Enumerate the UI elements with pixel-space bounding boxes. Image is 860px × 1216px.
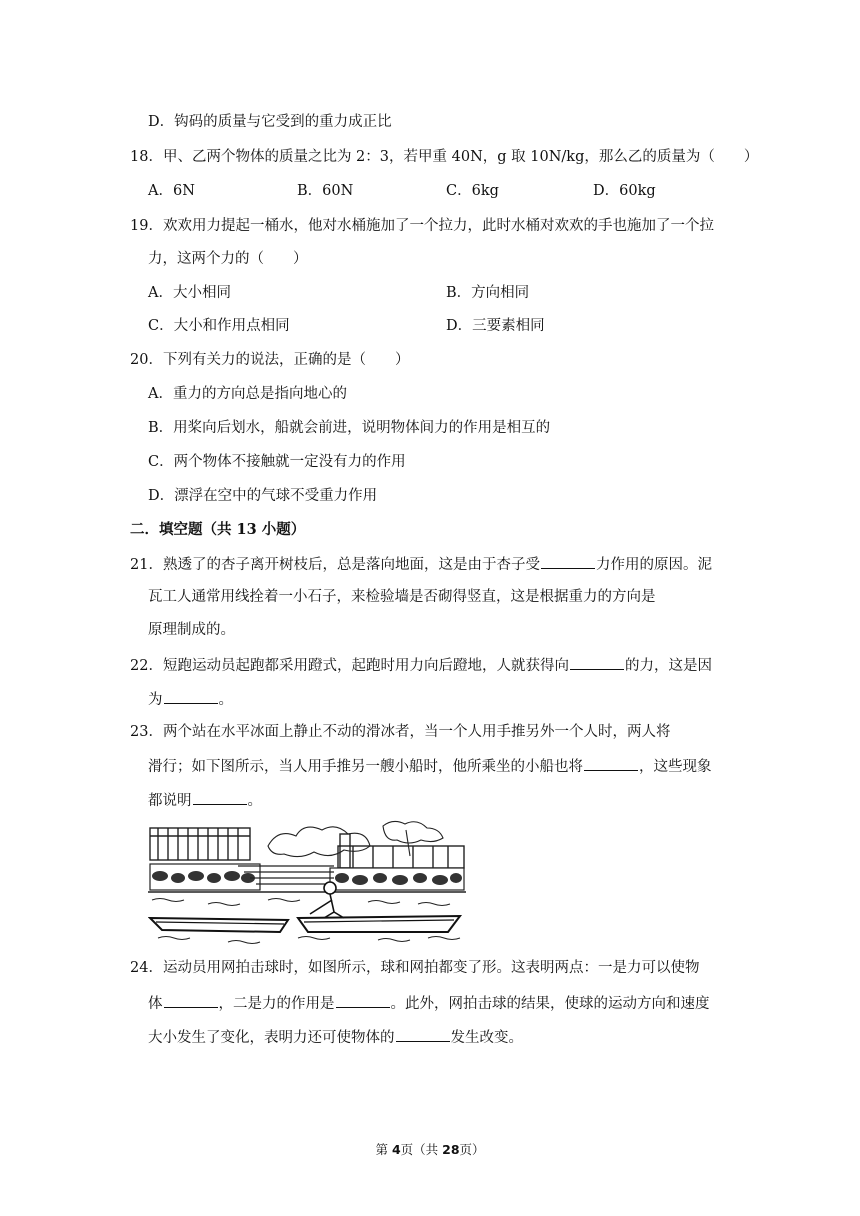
q24-blank-3 [396,1026,450,1042]
q22-text-2b: 。 [218,692,233,708]
q22-text-2a: 为 [148,692,163,708]
q21-blank-1 [541,553,595,569]
section-fill-in-title: 二．填空题（共 13 小题） [130,521,306,538]
q24-line2 [148,992,710,1014]
q18-stem: 18．甲、乙两个物体的质量之比为 2：3，若甲重 40N，g 取 10N/kg，那么乙的质量为（ ） [130,149,759,165]
q20-option-a: A．重力的方向总是指向地心的 [148,386,347,402]
q19-option-b: B．方向相同 [446,285,530,301]
q23-line3 [148,789,262,811]
q22-text-1a: 22．短跑运动员起跑都采用蹬式，起跑时用力向后蹬地，人就获得向 [130,658,569,674]
q23-text-3a: 都说明 [148,793,192,809]
q18-option-a: A．6N [148,183,195,199]
q24-blank-1 [164,992,218,1008]
q19-option-c: C．大小和作用点相同 [148,318,290,334]
q24-text-2b: ，二是力的作用是 [218,996,335,1012]
q21-line3: 原理制成的。 [148,622,235,638]
q20-stem: 20．下列有关力的说法，正确的是（ ） [130,352,410,368]
q19-option-a: A．大小相同 [148,285,231,301]
q22-blank-1 [570,654,624,670]
q22-blank-2 [164,688,218,704]
footer-total-pages: 28 [442,1142,460,1157]
q23-blank-1 [584,755,638,771]
q23-blank-2 [193,789,247,805]
q23-line1: 23．两个站在水平冰面上静止不动的滑冰者，当一个人用手推另外一个人时，两人将 [130,724,671,740]
page-footer [0,1140,860,1158]
q24-line3 [148,1026,523,1048]
q22-line2 [148,688,233,710]
q19-option-d: D．三要素相同 [446,318,545,334]
q18-option-c: C．6kg [446,183,499,199]
q24-text-2a: 体 [148,996,163,1012]
q23-text-3b: 。 [247,793,262,809]
q19-stem-line1: 19．欢欢用力提起一桶水，他对水桶施加了一个拉力，此时水桶对欢欢的手也施加了一个拉 [130,218,714,234]
q24-text-2c: 。此外，网拍击球的结果，使球的运动方向和速度 [390,996,710,1012]
q21-text-1b: 力作用的原因。泥 [595,557,712,573]
q18-option-b: B．60N [297,183,354,199]
q21-line1 [130,553,712,575]
boat-push-illustration [148,816,466,948]
footer-suffix: 页） [459,1142,485,1157]
q20-option-d: D．漂浮在空中的气球不受重力作用 [148,488,378,504]
q23-text-2b: ，这些现象 [639,759,712,775]
q23-text-2a: 滑行；如下图所示，当人用手推另一艘小船时，他所乘坐的小船也将 [148,759,583,775]
q18-option-d: D．60kg [593,183,656,199]
q24-text-3a: 大小发生了变化，表明力还可使物体的 [148,1030,395,1046]
footer-middle: 页（共 [400,1142,443,1157]
q21-line2: 瓦工人通常用线拴着一小石子，来检验墙是否砌得竖直，这是根据重力的方向是 [148,589,656,605]
footer-page-number: 4 [391,1142,401,1157]
q23-line2 [148,755,712,777]
q24-text-3b: 发生改变。 [450,1030,523,1046]
q24-blank-2 [336,992,390,1008]
q20-option-c: C．两个物体不接触就一定没有力的作用 [148,454,406,470]
q21-text-1a: 21．熟透了的杏子离开树枝后，总是落向地面，这是由于杏子受 [130,557,540,573]
q17-option-d: D．钩码的质量与它受到的重力成正比 [148,114,392,130]
q22-text-1b: 的力，这是因 [624,658,712,674]
q24-line1: 24．运动员用网拍击球时，如图所示，球和网拍都变了形。这表明两点：一是力可以使物 [130,960,700,976]
q22-line1 [130,654,712,676]
q20-option-b: B．用桨向后划水，船就会前进，说明物体间力的作用是相互的 [148,420,551,436]
q19-stem-line2: 力，这两个力的（ ） [148,251,308,267]
footer-prefix: 第 [375,1142,392,1157]
